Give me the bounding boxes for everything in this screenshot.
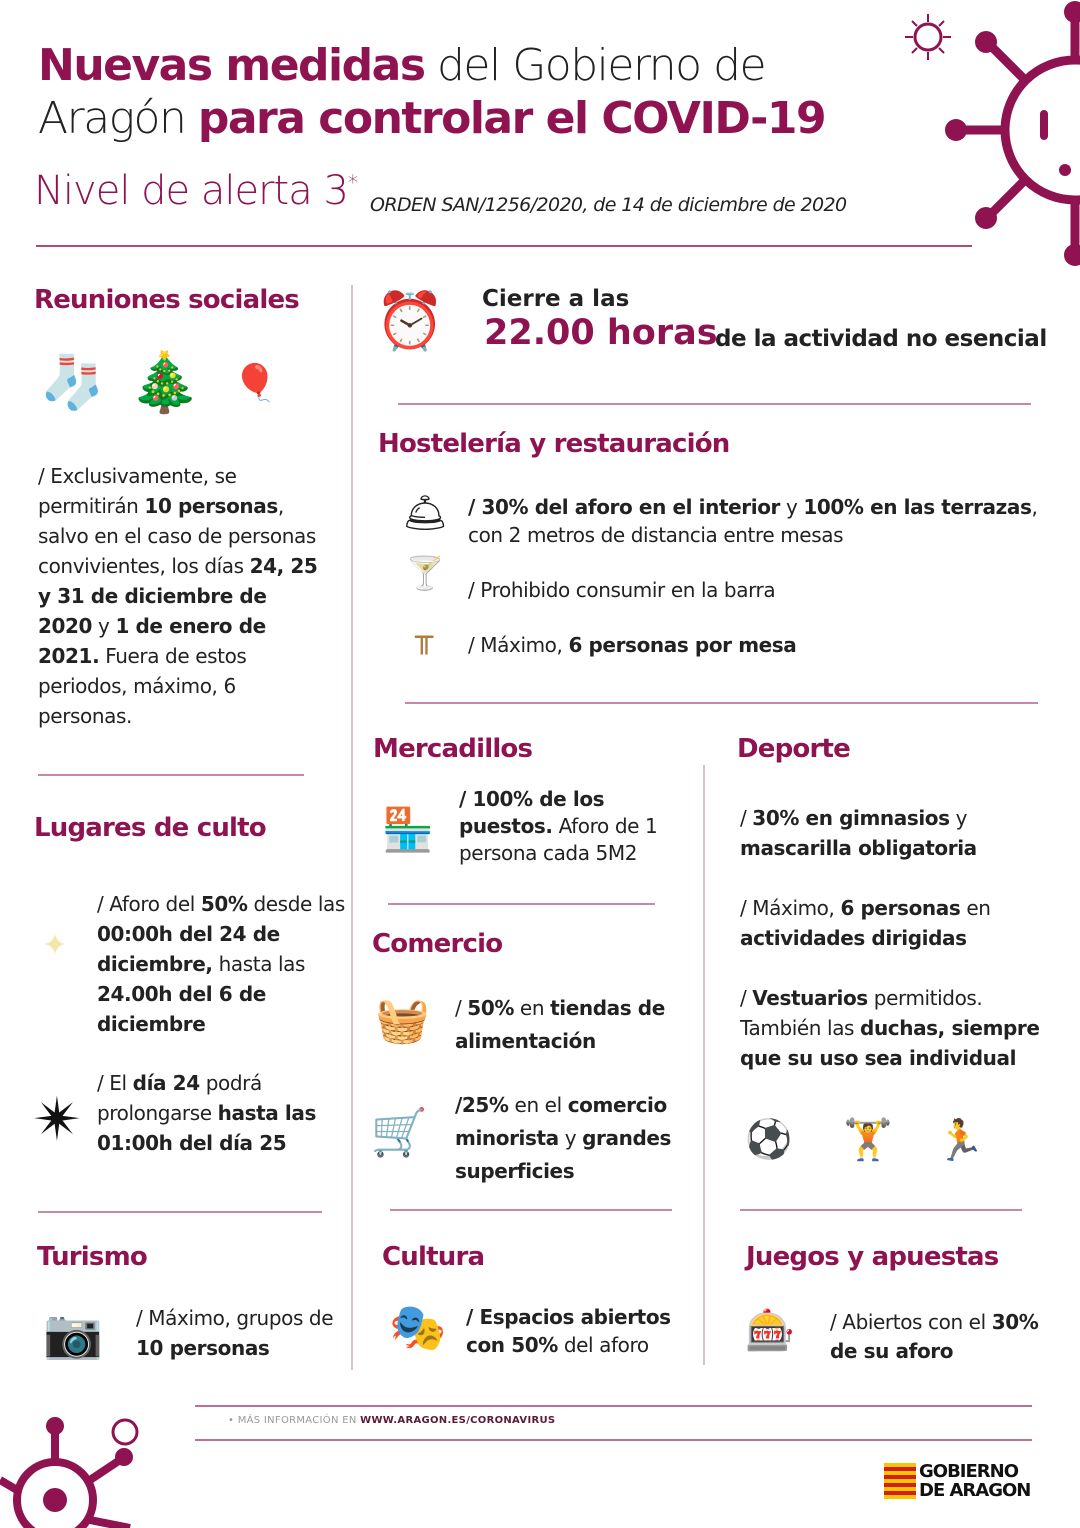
text-segment: podrá prolongarse: [97, 1071, 262, 1125]
text-segment: / Prohibido consumir en la barra: [468, 578, 776, 602]
text-segment: / Máximo,: [468, 633, 569, 657]
text-segment: 24, 25 y 31 de diciembre de 2020: [38, 554, 318, 638]
text-segment: 50%: [467, 996, 514, 1020]
sparkle-icon: ✦: [42, 927, 68, 963]
culto-item-2: [97, 1068, 337, 1158]
text-segment: Vestuarios: [752, 986, 868, 1010]
heading-hosteleria: Hostelería y restauración: [378, 429, 730, 459]
heading-reuniones: Reuniones sociales: [34, 285, 299, 315]
divider: [390, 1209, 672, 1211]
text-segment: Aragón: [38, 93, 198, 144]
shopping-cart-icon: 🛒: [370, 1105, 429, 1159]
hosteleria-item-1: [468, 493, 1038, 549]
weightlifter-icon: 🏋: [843, 1117, 893, 1163]
text-segment: /: [455, 996, 468, 1020]
text-segment: 30% en gimnasios: [752, 806, 950, 830]
heading-turismo: Turismo: [37, 1242, 147, 1272]
footer-divider: [195, 1439, 1032, 1441]
title-line-2: [38, 93, 825, 145]
text-segment: desde las: [247, 892, 345, 916]
gobierno-aragon-logo: GOBIERNO DE ARAGON: [919, 1461, 1031, 1501]
divider: [388, 903, 655, 905]
text-segment: día 24: [132, 1071, 200, 1095]
text-segment: mascarilla obligatoria: [740, 836, 977, 860]
alert-level: Nivel de alerta 3*: [34, 168, 357, 214]
christmas-stocking-icon: 🧦: [40, 353, 105, 413]
divider: [405, 702, 1038, 704]
text-segment: 6 personas por mesa: [568, 633, 797, 657]
footer-divider: [195, 1405, 1032, 1407]
text-segment: en: [513, 996, 551, 1020]
text-segment: / 30% del aforo en el interior: [468, 495, 780, 519]
text-segment: / El: [97, 1071, 133, 1095]
text-segment: / Máximo,: [740, 896, 841, 920]
deporte-item-3: [740, 983, 1060, 1073]
text-segment: tiendas de alimentación: [455, 996, 665, 1053]
cierre-label: Cierre a las: [482, 286, 630, 312]
text-segment: hasta las 01:00h del día 25: [97, 1101, 316, 1155]
casino-chips-icon: 🎰: [745, 1307, 795, 1354]
text-segment: / Abiertos con el: [830, 1310, 992, 1334]
cocktail-icon: 🍸: [405, 553, 445, 592]
text-segment: Nuevas medidas: [38, 40, 425, 91]
deporte-item-2: [740, 893, 1060, 953]
virus-decoration-icon: [940, 0, 1080, 270]
camera-icon: 📷: [43, 1305, 103, 1362]
text-segment: /: [740, 806, 753, 830]
text-segment: / 100% de los puestos.: [459, 787, 605, 838]
text-segment: / Aforo del: [97, 892, 201, 916]
alarm-clock-icon: ⏰: [375, 288, 445, 354]
order-reference: ORDEN SAN/1256/2020, de 14 de diciembre de 2020: [370, 194, 847, 216]
comercio-item-1: [455, 992, 695, 1058]
market-stall-icon: 🏪: [381, 804, 435, 854]
mercadillos-text: [459, 786, 689, 867]
text-segment: Aforo de 1 persona cada 5M2: [459, 814, 658, 865]
divider: [38, 774, 304, 776]
text-segment: 10 personas: [144, 494, 278, 518]
aragon-flag-icon: [884, 1463, 916, 1499]
text-segment: del aforo: [557, 1333, 649, 1357]
juegos-text: [830, 1308, 1040, 1366]
runner-icon: 🏃: [935, 1117, 985, 1164]
text-segment: actividades dirigidas: [740, 926, 967, 950]
text-segment: hasta las: [212, 952, 306, 976]
deporte-item-1: [740, 803, 1060, 863]
coronavirus-link[interactable]: WWW.ARAGON.ES/CORONAVIRUS: [360, 1415, 556, 1426]
table-chairs-icon: ╥: [414, 620, 434, 655]
cierre-time: 22.00 horas: [484, 313, 718, 353]
text-segment: permitidos. También las: [740, 986, 983, 1040]
column-divider: [703, 765, 705, 1365]
text-segment: en: [960, 896, 991, 920]
text-segment: /: [740, 986, 753, 1010]
heading-cultura: Cultura: [382, 1242, 485, 1272]
divider: [740, 1209, 1022, 1211]
christmas-tree-icon: 🎄: [128, 348, 202, 416]
christmas-ornaments-icon: 🎈: [232, 362, 278, 404]
hosteleria-item-3: [468, 630, 968, 660]
text-segment: y: [92, 614, 116, 638]
divider: [398, 403, 1031, 405]
star-icon: ✴: [32, 1085, 83, 1155]
text-segment: /25%: [455, 1093, 509, 1117]
text-segment: 100% en las terrazas: [803, 495, 1032, 519]
turismo-text: [136, 1303, 336, 1363]
text-segment: del Gobierno de: [424, 40, 766, 91]
title-line-1: [38, 40, 765, 92]
text-segment: comercio minorista: [455, 1093, 667, 1150]
text-segment: , con 2 metros de distancia entre mesas: [468, 495, 1038, 547]
grocery-basket-icon: 🧺: [375, 995, 430, 1046]
text-segment: , salvo en el caso de personas convivientes, los días: [38, 494, 316, 578]
column-divider: [351, 285, 353, 1370]
text-segment: 00:00h del 24 de diciembre,: [97, 922, 280, 976]
text-segment: y: [558, 1126, 583, 1150]
text-segment: 24.00h del 6 de diciembre: [97, 982, 266, 1036]
culto-item-1: [97, 889, 347, 1039]
text-segment: / Espacios abiertos con 50%: [466, 1305, 671, 1357]
text-segment: y: [949, 806, 968, 830]
text-segment: en el: [508, 1093, 568, 1117]
heading-juegos: Juegos y apuestas: [746, 1242, 999, 1272]
cierre-suffix: de la actividad no esencial: [715, 326, 1047, 352]
text-segment: para controlar el COVID-19: [197, 93, 826, 144]
text-segment: duchas, siempre que su uso sea individual: [740, 1016, 1040, 1070]
text-segment: 30% de su aforo: [830, 1310, 1039, 1363]
hosteleria-item-2: [468, 575, 968, 605]
heading-culto: Lugares de culto: [34, 813, 266, 843]
comercio-item-2: [455, 1089, 700, 1188]
heading-mercadillos: Mercadillos: [373, 734, 533, 764]
heading-comercio: Comercio: [372, 929, 503, 959]
small-virus-icon: [903, 12, 953, 62]
text-segment: 50%: [200, 892, 248, 916]
text-segment: / Exclusivamente, se permitirán: [38, 464, 237, 518]
cloche-tray-icon: 🛎: [402, 493, 448, 534]
text-segment: grandes superficies: [455, 1126, 672, 1183]
text-segment: / Máximo, grupos de: [136, 1306, 334, 1330]
theater-masks-icon: 🎭: [389, 1300, 447, 1354]
text-segment: 10 personas: [136, 1336, 270, 1360]
divider: [38, 1211, 322, 1213]
reuniones-text: [38, 461, 323, 731]
text-segment: Fuera de estos periodos, máximo, 6 personas.: [38, 644, 247, 728]
header-divider: [36, 245, 972, 247]
text-segment: y: [780, 495, 804, 519]
text-segment: 6 personas: [840, 896, 961, 920]
text-segment: 1 de enero de 2021.: [38, 614, 266, 668]
footer-info: • MÁS INFORMACIÓN EN WWW.ARAGON.ES/CORONAVIRUS: [228, 1415, 556, 1426]
virus-decoration-bottom-icon: [0, 1410, 160, 1528]
heading-deporte: Deporte: [737, 734, 850, 764]
soccer-ball-icon: ⚽: [745, 1116, 793, 1161]
cultura-text: [466, 1303, 696, 1359]
